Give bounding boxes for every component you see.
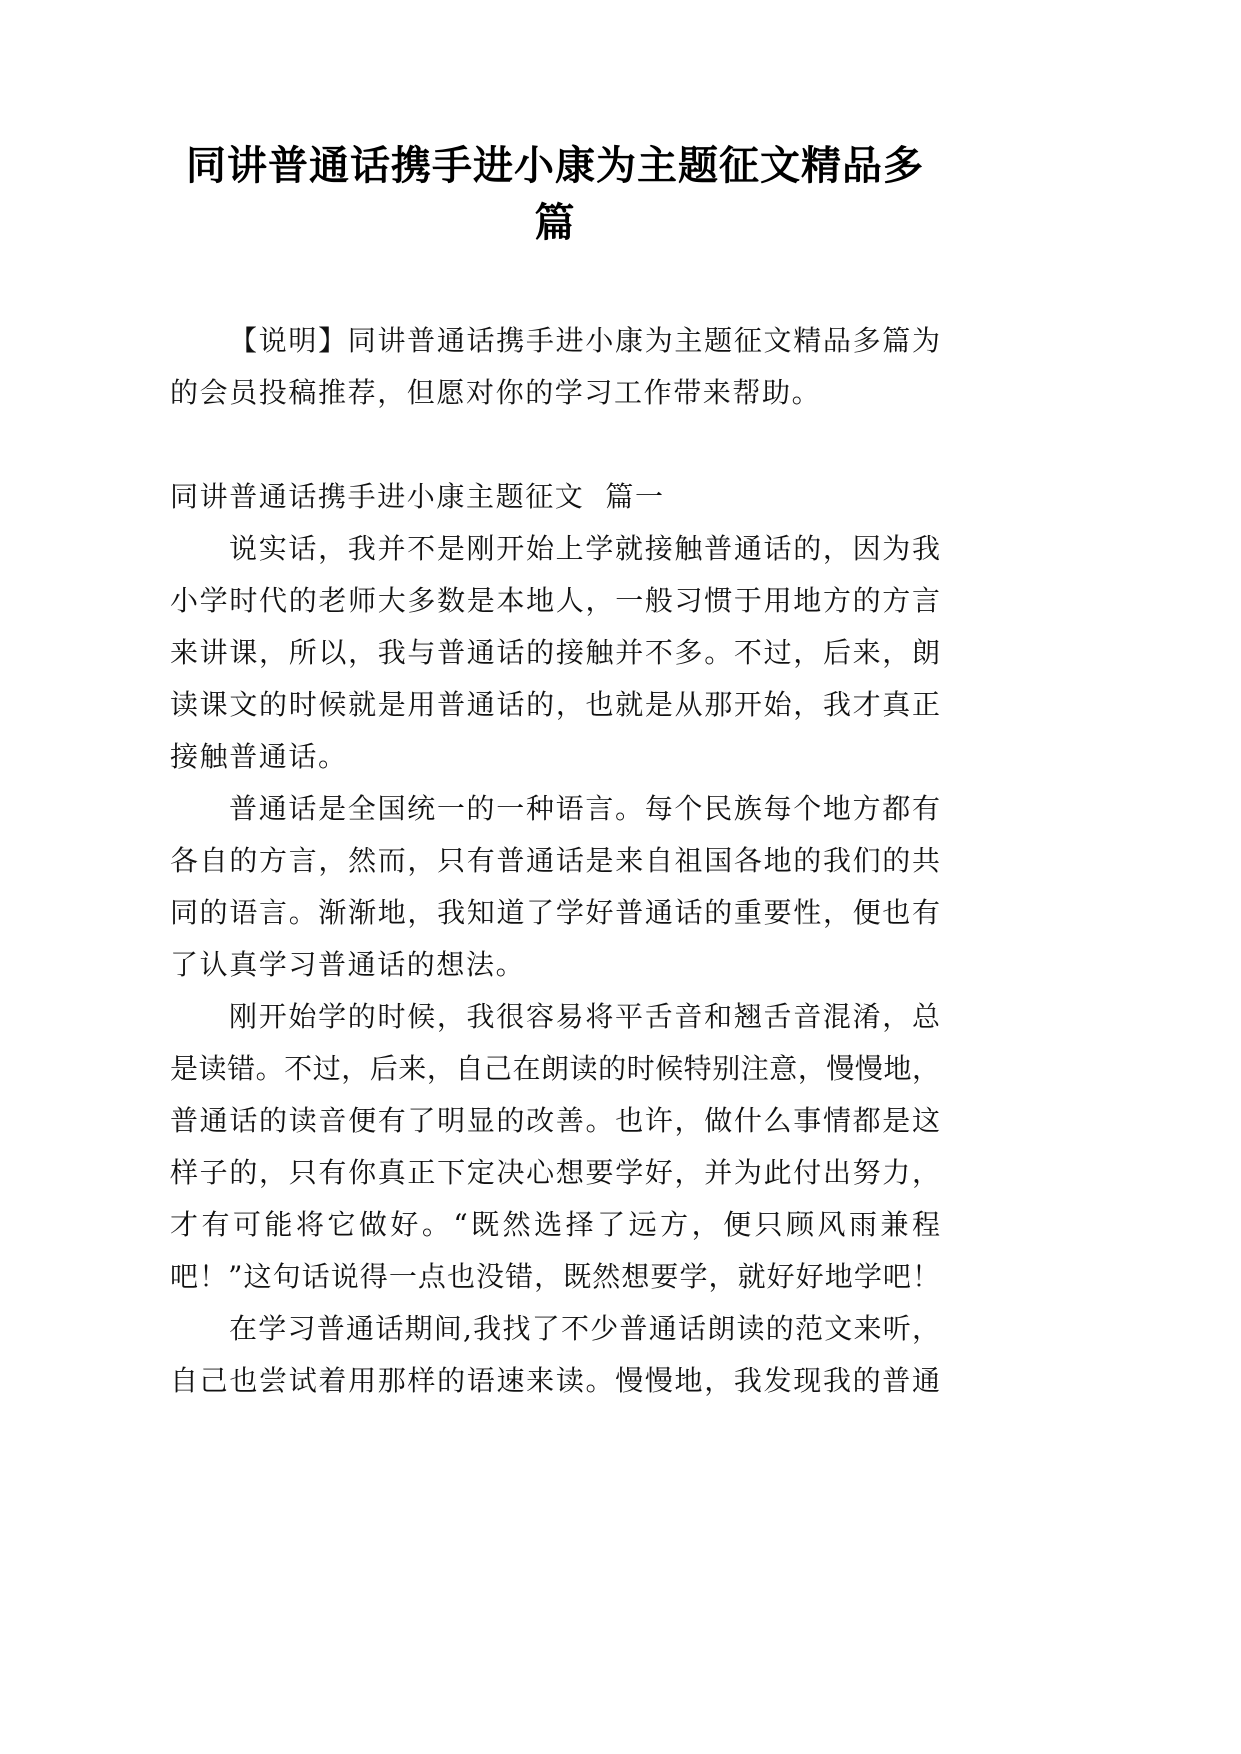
body-line: 自己也尝试着用那样的语速来读。慢慢地，我发现我的普通: [170, 1364, 940, 1397]
body-paragraph: [170, 1303, 940, 1407]
body-line: 刚开始学的时候，我很容易将平舌音和翘舌音混淆，总: [229, 1000, 940, 1033]
body-line: 说实话，我并不是刚开始上学就接触普通话的，因为我: [229, 532, 940, 565]
body-line: 小学时代的老师大多数是本地人，一般习惯于用地方的方言: [170, 584, 940, 617]
body-paragraph: [170, 991, 940, 1303]
intro-line: 的会员投稿推荐，但愿对你的学习工作带来帮助。: [170, 376, 822, 409]
section-heading: 同讲普通话携手进小康主题征文 篇一: [170, 480, 665, 513]
body-line: 普通话的读音便有了明显的改善。也许，做什么事情都是这: [170, 1104, 940, 1137]
blank-line: [170, 419, 940, 471]
body-line: 是读错。不过，后来，自己在朗读的时候特别注意，慢慢地，: [170, 1052, 940, 1085]
body-paragraph: [170, 523, 940, 783]
body-line: 才有可能将它做好。“既然选择了远方，便只顾风雨兼程: [170, 1208, 940, 1241]
body-line: 各自的方言，然而，只有普通话是来自祖国各地的我们的共: [170, 844, 940, 877]
document-title: 同讲普通话携手进小康为主题征文精品多篇: [186, 142, 924, 246]
intro-line: 【说明】同讲普通话携手进小康为主题征文精品多篇为: [229, 324, 940, 357]
intro-paragraph: [170, 315, 940, 419]
body-line: 同的语言。渐渐地，我知道了学好普通话的重要性，便也有: [170, 896, 940, 929]
body-line: 接触普通话。: [170, 740, 348, 773]
body-line: 了认真学习普通话的想法。: [170, 948, 526, 981]
body-line: 来讲课，所以，我与普通话的接触并不多。不过，后来，朗: [170, 636, 940, 669]
body-line: 样子的，只有你真正下定决心想要学好，并为此付出努力，: [170, 1156, 940, 1189]
body-line: 在学习普通话期间,我找了不少普通话朗读的范文来听，: [229, 1312, 940, 1345]
body-line: 吧！”这句话说得一点也没错，既然想要学，就好好地学吧！: [170, 1260, 940, 1293]
body-paragraph: [170, 783, 940, 991]
body-line: 读课文的时候就是用普通话的，也就是从那开始，我才真正: [170, 688, 940, 721]
body-line: 普通话是全国统一的一种语言。每个民族每个地方都有: [229, 792, 940, 825]
document-body: [170, 315, 940, 1407]
